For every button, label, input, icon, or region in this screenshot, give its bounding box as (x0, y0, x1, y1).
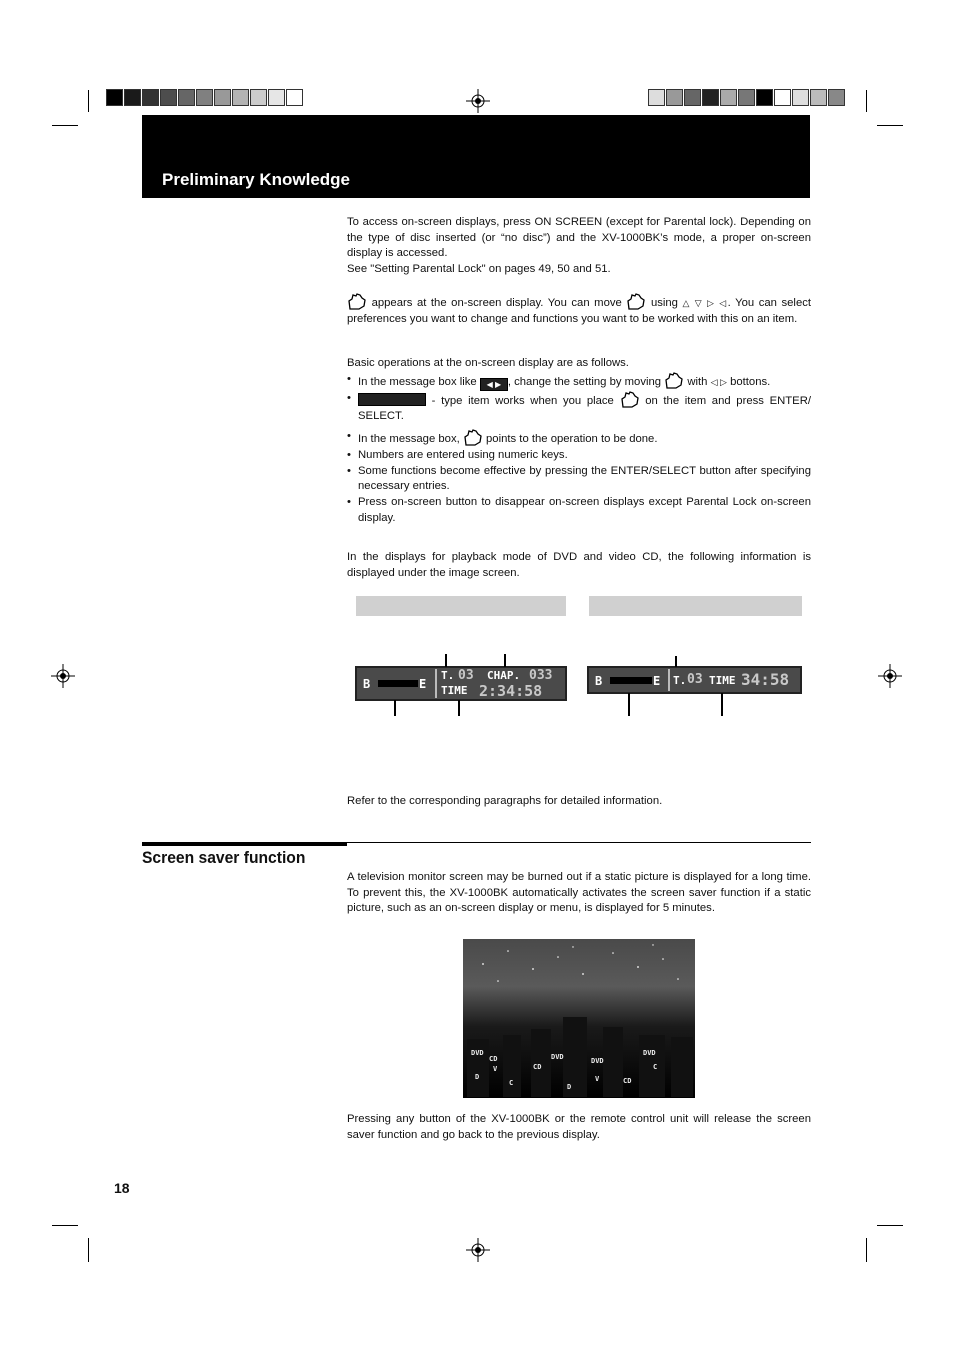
registration-mark (466, 1238, 490, 1262)
crop-mark (52, 1225, 78, 1226)
direction-arrows-icon: △ ▽ ▷ ◁ (682, 298, 728, 308)
crop-mark (877, 125, 903, 126)
screensaver-release-paragraph: Pressing any button of the XV-1000BK or the remote control unit will release the screen saver function and go back to the previous display. (347, 1113, 811, 1141)
title-label: T. (673, 674, 687, 687)
registration-mark (466, 89, 490, 113)
button-sample-icon (358, 393, 426, 406)
progress-bar (378, 680, 418, 687)
parental-lock-reference: See "Setting Parental Lock" on pages 49, 50 and 51. (347, 263, 611, 276)
registration-mark (878, 664, 902, 688)
callout-line (721, 693, 723, 716)
svg-text:DVD: DVD (471, 1049, 484, 1057)
page-number: 18 (114, 1180, 130, 1196)
screen-saver-image (463, 939, 695, 1098)
left-right-arrows-icon: ◁ ▷ (710, 376, 727, 387)
callout-line (445, 654, 447, 667)
hand-pointer-icon (347, 293, 367, 311)
section-rule-thick (142, 842, 347, 846)
svg-text:CD: CD (533, 1063, 542, 1071)
basic-operations (347, 356, 811, 526)
chapter-label: CHAP. (487, 669, 521, 682)
vcd-osd-display (587, 666, 802, 694)
time-label: TIME (441, 684, 468, 697)
callout-line (504, 654, 506, 667)
list-item: • In the message box, points to the operation to be done. (347, 429, 811, 448)
crop-mark (52, 125, 78, 126)
callout-line (458, 700, 460, 716)
svg-text:DVD: DVD (591, 1057, 604, 1065)
svg-text:DVD: DVD (643, 1049, 656, 1057)
svg-text:CD: CD (623, 1077, 632, 1085)
pointer-paragraph: appears at the on-screen display. You can move using △ ▽ ▷ ◁. You can select preferences you want to change and functions you want to be worked with this on an item. (347, 293, 811, 327)
callout-line (628, 693, 630, 716)
hand-pointer-icon (463, 429, 483, 447)
section-heading: Screen saver function (142, 848, 306, 867)
svg-text:C: C (509, 1079, 514, 1087)
elapsed-time: 2:34:58 (479, 682, 543, 700)
hand-pointer-icon (626, 293, 646, 311)
intro-text: To access on-screen displays, press ON SCREEN (except for Parental lock). Depending on the type of disc inserted (or “no disc”) and the XV-1000BK’s mode, a proper on-screen display is accessed. (347, 216, 811, 260)
screensaver-paragraph: A television monitor screen may be burned out if a static picture is displayed for a long time. To prevent this, the XV-1000BK automatically activates the screen saver function if a static picture, such as an on-screen display or menu, is displayed for 5 minutes. (347, 871, 811, 915)
callout-line (394, 700, 396, 716)
title-label: T. (441, 669, 455, 682)
message-box-sample-icon: ◀ ▶ (480, 378, 508, 391)
elapsed-time: 34:58 (741, 670, 790, 689)
hand-pointer-icon (664, 372, 684, 390)
progress-bar (610, 677, 652, 684)
svg-text:V: V (493, 1065, 498, 1073)
begin-marker: B (363, 677, 371, 691)
list-item: • In the message box like ◀ ▶ , change the setting by moving with ◁ ▷ bottons. (347, 372, 811, 391)
crop-mark (88, 90, 89, 112)
begin-marker: B (595, 674, 603, 688)
refer-note: Refer to the corresponding paragraphs for detailed information. (347, 795, 663, 807)
svg-text:DVD: DVD (551, 1053, 564, 1061)
list-item: • Numbers are entered using numeric keys. (347, 448, 811, 464)
dvd-label-bar (356, 596, 566, 616)
playback-info-paragraph: In the displays for playback mode of DVD and video CD, the following information is displayed under the image screen. (347, 551, 811, 579)
list-item: • - type item works when you place on the item and press ENTER/ SELECT. (347, 391, 811, 425)
crop-mark (866, 90, 867, 112)
crop-mark (877, 1225, 903, 1226)
registration-mark (51, 664, 75, 688)
title-number: 03 (687, 672, 703, 687)
crop-mark (866, 1238, 867, 1262)
page-title: Preliminary Knowledge (162, 170, 350, 189)
svg-text:D: D (475, 1073, 480, 1081)
basic-operations-intro: Basic operations at the on-screen display are as follows. (347, 357, 629, 369)
end-marker: E (419, 677, 427, 691)
end-marker: E (653, 674, 661, 688)
svg-text:V: V (595, 1075, 600, 1083)
list-item: • Press on-screen button to disappear on-screen displays except Parental Lock on-screen display. (347, 495, 811, 526)
crop-mark (88, 1238, 89, 1262)
header-bar (142, 115, 810, 198)
vcd-label-bar (589, 596, 802, 616)
time-label: TIME (709, 674, 736, 687)
svg-text:CD: CD (489, 1055, 498, 1063)
svg-text:C: C (653, 1063, 658, 1071)
hand-pointer-icon (620, 391, 640, 409)
dvd-osd-display (355, 666, 567, 701)
section-rule-thin (347, 842, 811, 843)
list-item: • Some functions become effective by pressing the ENTER/SELECT button after specifying necessary entries. (347, 464, 811, 495)
title-number: 03 (458, 668, 474, 683)
callout-line (675, 656, 677, 667)
svg-text:D: D (567, 1083, 572, 1091)
chapter-number: 033 (529, 668, 553, 683)
intro-paragraph (347, 215, 811, 278)
